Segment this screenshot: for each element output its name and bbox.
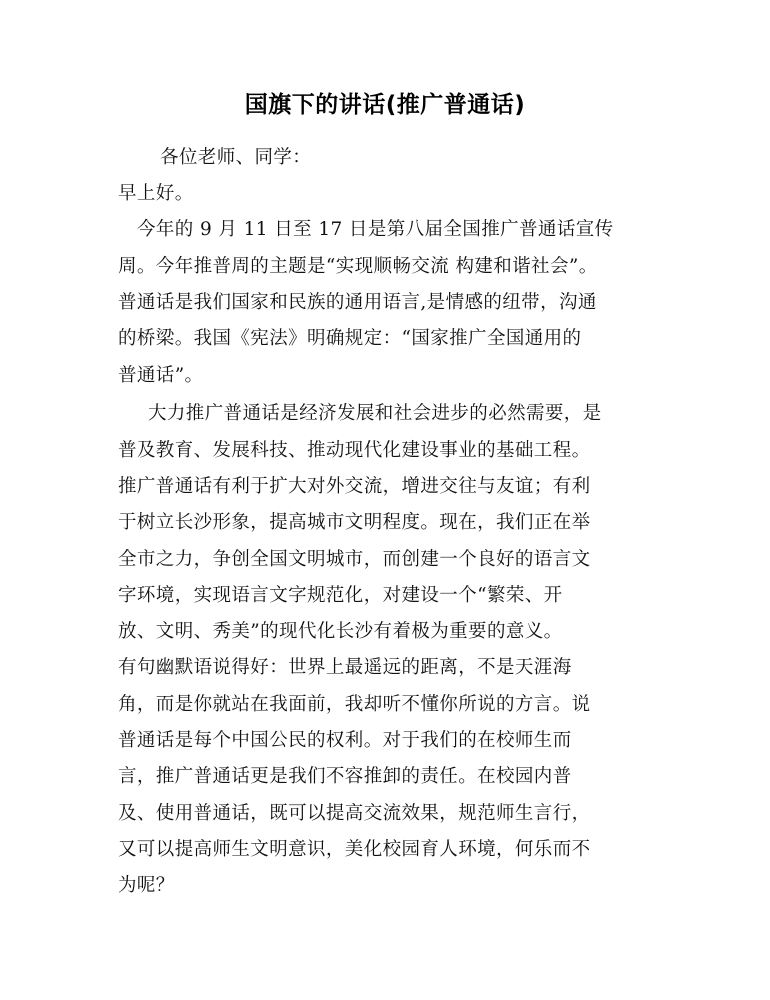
paragraph-2-line-1: 大力推广普通话是经济发展和社会进步的必然需要，是 bbox=[148, 403, 602, 424]
page-title: 国旗下的讲话(推广普通话) bbox=[244, 92, 526, 118]
paragraph-2-line-4: 于树立长沙形象，提高城市文明程度。现在，我们正在举 bbox=[118, 512, 591, 533]
paragraph-3-line-6: 又可以提高师生文明意识，美化校园育人环境，何乐而不 bbox=[118, 839, 591, 860]
paragraph-1-line-5: 普通话”。 bbox=[118, 365, 204, 386]
paragraph-3-line-1: 有句幽默语说得好：世界上最遥远的距离，不是天涯海 bbox=[118, 657, 572, 678]
paragraph-3-line-3: 普通话是每个中国公民的权利。对于我们的在校师生而 bbox=[118, 730, 572, 751]
paragraph-2-line-2: 普及教育、发展科技、推动现代化建设事业的基础工程。 bbox=[118, 440, 591, 461]
paragraph-1-line-3: 普通话是我们国家和民族的通用语言,是情感的纽带，沟通 bbox=[118, 292, 597, 313]
paragraph-3-line-7: 为呢？ bbox=[118, 875, 175, 896]
paragraph-2-line-3: 推广普通话有利于扩大对外交流，增进交往与友谊；有利 bbox=[118, 476, 591, 497]
paragraph-2-line-6: 字环境，实现语言文字规范化，对建设一个“繁荣、开 bbox=[118, 585, 563, 606]
paragraph-1-line-1: 今年的 9 月 11 日至 17 日是第八届全国推广普通话宣传 bbox=[137, 219, 614, 240]
paragraph-3-line-5: 及、使用普通话，既可以提高交流效果，规范师生言行， bbox=[118, 803, 591, 824]
paragraph-2-line-7: 放、文明、秀美”的现代化长沙有着极为重要的意义。 bbox=[118, 621, 563, 642]
paragraph-2-line-5: 全市之力，争创全国文明城市，而创建一个良好的语言文 bbox=[118, 549, 591, 570]
salutation: 各位老师、同学： bbox=[160, 147, 312, 168]
paragraph-3-line-4: 言，推广普通话更是我们不容推卸的责任。在校园内普 bbox=[118, 766, 572, 787]
paragraph-1-line-2: 周。今年推普周的主题是“实现顺畅交流 构建和谐社会”。 bbox=[118, 256, 598, 277]
paragraph-3-line-2: 角，而是你就站在我面前，我却听不懂你所说的方言。说 bbox=[118, 694, 591, 715]
paragraph-1-line-4: 的桥梁。我国《宪法》明确规定：“国家推广全国通用的 bbox=[118, 328, 582, 349]
greeting: 早上好。 bbox=[118, 183, 194, 204]
